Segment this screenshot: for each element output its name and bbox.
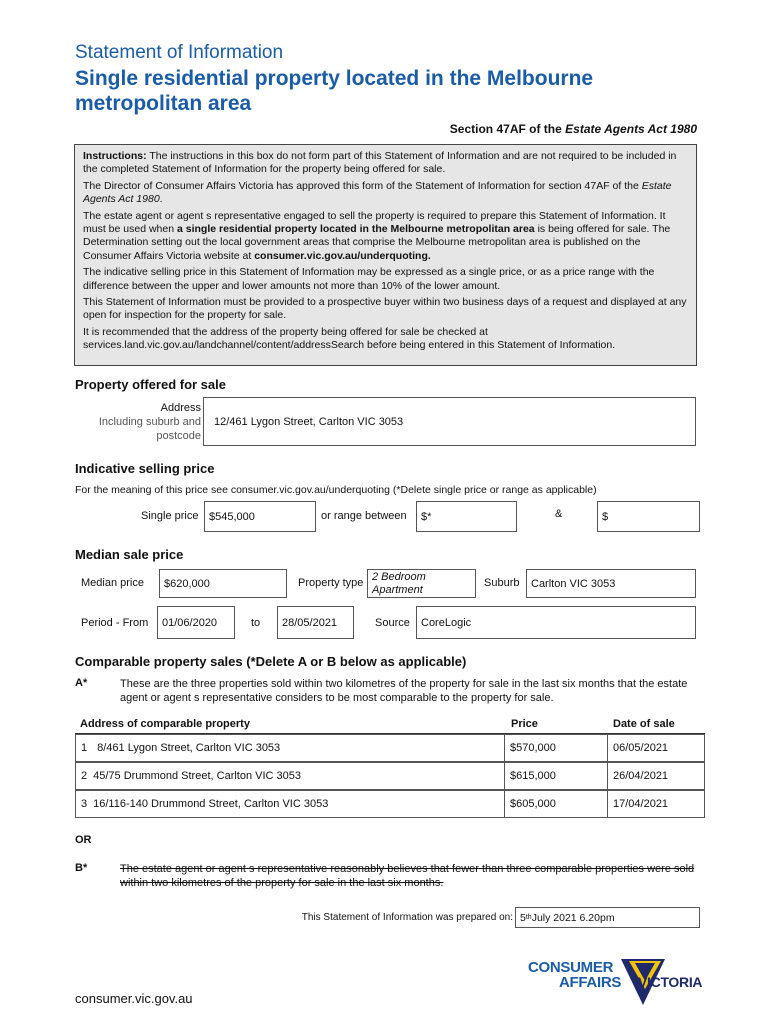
underquoting-link[interactable]: consumer.vic.gov.au/underquoting. [254,249,431,262]
instructions-box [74,144,697,366]
median-price-label: Median price [81,577,144,589]
prepared-rest: July 2021 6.20pm [531,911,615,924]
instructions-p1 [83,150,688,177]
section-prefix: Section 47AF of the [449,122,566,136]
form-title-line2: metropolitan area [75,92,252,115]
range-amp: & [555,508,563,520]
property-heading: Property offered for sale [75,377,226,392]
single-price-field[interactable]: $545,000 [204,501,316,532]
option-a-marker: A* [75,677,88,689]
section-act: Estate Agents Act 1980 [565,122,697,136]
option-a-text: These are the three properties sold within two kilometres of the property for sale in the last six months that the estate agent or agent s representative considers to be most comparable to the property for sale. [120,678,688,704]
instructions-p2-act: Estate Agents Act 1980 [83,179,672,206]
row-number: 2 [81,770,88,782]
row-address: 16/116-140 Drummond Street, Carlton VIC 3053 [93,798,329,810]
form-title [75,66,715,116]
row-number: 1 [81,742,88,754]
suburb-label: Suburb [484,577,520,589]
period-from-label: Period - From [81,617,149,629]
property-type-line1: 2 Bedroom [372,570,426,583]
logo-text-consumer: CONSUMER [528,959,614,976]
row-date-cell[interactable]: 17/04/2021 [607,790,705,818]
col-header-address: Address of comparable property [80,718,250,730]
instructions-p1-text: The instructions in this box do not form part of this Statement of Information and are not required to be included in the completed Statement of Information for the property being offered for sale. [83,150,677,176]
row-date-cell[interactable]: 26/04/2021 [607,762,705,790]
row-address: 8/461 Lygon Street, Carlton VIC 3053 [97,742,281,754]
row-price-cell[interactable]: $615,000 [504,762,608,790]
footer-url[interactable]: consumer.vic.gov.au [75,991,193,1006]
range-low-field[interactable]: $* [416,501,517,532]
address-label-line1: Address [160,402,201,414]
row-number: 3 [81,798,88,810]
option-b-marker: B* [75,862,88,874]
col-header-price: Price [511,718,538,730]
indicative-note: For the meaning of this price see consumer.vic.gov.au/underquoting (*Delete single price or range as applicable) [75,484,597,496]
instructions-label: Instructions: [83,150,147,162]
instructions-p6: It is recommended that the address of the property being offered for sale be checked at services.land.vic.gov.au/landchannel/content/addressSearch before being entered in this Statement of Information. [83,325,616,352]
instructions-p3-bold: a single residential property located in the Melbourne metropolitan area [176,223,535,236]
option-b-text: The estate agent or agent s representative reasonably believes that fewer than three comparable properties were sold within two kilometres of the property for sale in the last six months. [120,863,695,889]
col-header-date: Date of sale [613,718,675,730]
address-label-line2: Including suburb and [98,416,201,428]
source-label: Source [375,617,410,629]
period-to-field[interactable]: 28/05/2021 [277,606,354,639]
section-reference [450,122,697,136]
period-to-label: to [251,617,261,629]
property-type-line2: Apartment [372,583,423,596]
prepared-suffix: th [525,914,532,921]
prepared-label: This Statement of Information was prepared on: [301,912,513,923]
address-label-line3: postcode [156,430,201,442]
logo-text-victoria: VICTORIA [638,974,703,990]
median-heading: Median sale price [75,547,184,562]
range-label: or range between [321,510,407,522]
table-row [75,790,705,818]
instructions-p3-a: The estate agent or agent s representative engaged to sell the property is required to prepare this Statement of Information. It must be used when [83,209,666,236]
row-address-cell[interactable] [75,790,505,818]
form-title-line1: Single residential property located in the Melbourne [75,67,594,90]
instructions-p2-end: . [159,193,163,206]
indicative-heading: Indicative selling price [75,461,215,476]
prepared-day: 5 [520,911,526,924]
table-row [75,734,705,762]
row-address-cell[interactable] [75,762,505,790]
row-address: 45/75 Drummond Street, Carlton VIC 3053 [93,770,302,782]
median-price-field[interactable]: $620,000 [159,569,287,598]
period-from-field[interactable]: 01/06/2020 [157,606,235,639]
source-field[interactable]: CoreLogic [416,606,696,639]
property-type-field[interactable] [367,569,476,598]
instructions-p3-b: is being offered for sale. The Determination setting out the local government areas that comprise the Melbourne metropolitan area is published on the Consumer Affairs Victoria website at [83,223,671,262]
instructions-p3 [83,210,688,264]
form-kicker: Statement of Information [75,42,284,63]
range-high-field[interactable]: $ [597,501,700,532]
instructions-p5: This Statement of Information must be provided to a prospective buyer within two business days of a request and displayed at any open for inspection for the property for sale. [83,296,687,322]
table-row [75,762,705,790]
row-date-cell[interactable]: 06/05/2021 [607,734,705,762]
row-price-cell[interactable]: $605,000 [504,790,608,818]
consumer-affairs-victoria-logo [526,957,706,1007]
property-address-field[interactable]: 12/461 Lygon Street, Carlton VIC 3053 [203,397,696,446]
property-type-label: Property type [298,577,364,589]
instructions-p2 [83,180,688,207]
instructions-p2-text: The Director of Consumer Affairs Victoria has approved this form of the Statement of Information for section 47AF of the [83,179,642,192]
address-label [75,401,201,443]
comparable-heading: Comparable property sales (*Delete A or B below as applicable) [75,654,467,669]
row-price-cell[interactable]: $570,000 [504,734,608,762]
suburb-field[interactable]: Carlton VIC 3053 [526,569,696,598]
instructions-p4: The indicative selling price in this Statement of Information may be expressed as a single price, or as a price range with the difference between the upper and lower amounts not more than 10% of the lower amount. [83,266,655,292]
logo-text-affairs: AFFAIRS [559,974,622,991]
single-price-label: Single price [141,510,199,522]
or-label: OR [75,834,92,846]
row-address-cell[interactable] [75,734,505,762]
prepared-date-field[interactable] [515,907,700,928]
